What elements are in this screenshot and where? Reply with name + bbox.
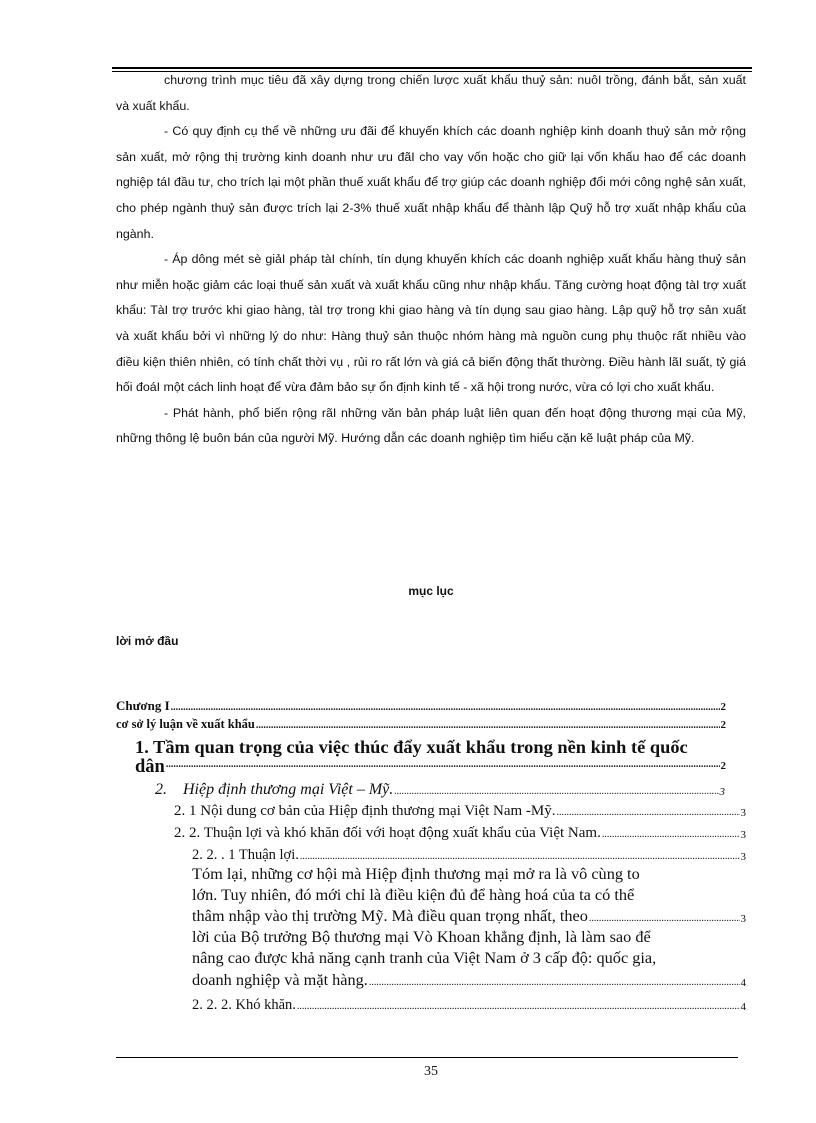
- toc-entry-label: doanh nghiệp và mặt hàng.: [192, 970, 368, 989]
- toc-paragraph-entry[interactable]: [192, 905, 746, 926]
- toc-leader: [394, 786, 718, 797]
- toc-paragraph-line: lời của Bộ trưởng Bộ thương mại Vò Khoan khẳng định, là làm sao để: [192, 927, 651, 946]
- toc-entry-label: cơ sở lý luận về xuất khẩu: [116, 717, 255, 731]
- toc-entry-label: 2. 2. Thuận lợi và khó khăn đối với hoạt động xuất khẩu của Việt Nam.: [174, 825, 601, 841]
- toc-page-number: 3: [740, 829, 746, 841]
- toc-page-number: 4: [740, 1001, 746, 1013]
- toc-entry-label: thâm nhập vào thị trường Mỹ. Mà điều quan trọng nhất, theo: [192, 906, 588, 925]
- table-of-contents-heading: mục lục: [408, 584, 454, 598]
- body-text: [116, 68, 746, 452]
- toc-entry-2-1[interactable]: [174, 801, 746, 820]
- toc-entry-2-2-1[interactable]: [192, 845, 746, 864]
- toc-leader: [171, 702, 720, 713]
- toc-entry-2-2-2[interactable]: [192, 994, 746, 1014]
- toc-page-number: 2: [720, 701, 726, 713]
- toc-paragraph-line: Tóm lại, những cơ hội mà Hiệp định thương mại mở ra là vô cùng to: [192, 864, 640, 883]
- toc-page-number: 3: [740, 913, 746, 925]
- toc-entry-label: dân: [135, 757, 165, 777]
- preface-heading: lời mở đầu: [116, 634, 179, 648]
- toc-page-number: 3: [740, 807, 746, 819]
- toc-leader: [300, 851, 740, 862]
- toc-page-number: 3: [719, 786, 725, 798]
- toc-entry-label: 2. 2. . 1 Thuận lợi.: [192, 847, 299, 863]
- toc-paragraph-entry[interactable]: [192, 969, 746, 990]
- toc-entry-1-line1[interactable]: 1. Tầm quan trọng của việc thúc đẩy xuất khẩu trong nền kinh tế quốc: [135, 737, 688, 757]
- toc-page-number: 3: [740, 851, 746, 863]
- toc-entry-theory[interactable]: [116, 715, 726, 732]
- toc-entry-label: Chương I: [116, 698, 170, 713]
- toc-entry-1-line2[interactable]: [135, 756, 726, 778]
- body-paragraph: - Có quy định cụ thể về những ưu đãi để khuyến khích các doanh nghiệp kinh doanh thuỷ sản mở rộng sản xuất, mở rộng thị trường kinh doanh như ưu đãI cho vay vốn hoặc cho giữ lại vốn khấu hao để các doanh nghiệp táI đầu tư, cho trích lại một phần thuế xuất khẩu để trợ giúp các doanh nghiệp đổi mới công nghệ sản xuất, cho phép ngành thuỷ sản được trích lại 2-3% thuế xuất nhập khẩu để thành lập Quỹ hỗ trợ xuất nhập khẩu của ngành.: [116, 124, 746, 241]
- toc-leader: [557, 807, 740, 818]
- toc-entry-label: 2. Hiệp định thương mại Việt – Mỹ.: [155, 781, 394, 798]
- toc-leader: [256, 720, 720, 731]
- toc-entry-label: 2. 1 Nội dung cơ bản của Hiệp định thương mại Việt Nam -Mỹ.: [174, 803, 556, 819]
- toc-page-number: 4: [740, 977, 746, 989]
- toc-page-number: 2: [720, 760, 726, 772]
- toc-paragraph-line: lớn. Tuy nhiên, đó mới chỉ là điều kiện đủ để hàng hoá của ta có thể: [192, 885, 635, 904]
- toc-entry-2[interactable]: [155, 779, 725, 799]
- page-number: 35: [424, 1064, 438, 1079]
- body-paragraph: chương trình mục tiêu đã xây dựng trong chiến lược xuất khẩu thuỷ sản: nuôI trồng, đánh bắt, sản xuất và xuất khẩu.: [116, 73, 746, 113]
- toc-leader: [602, 829, 740, 840]
- footer-rule: [116, 1057, 738, 1058]
- toc-leader: [166, 756, 720, 776]
- toc-paragraph-line: nâng cao được khả năng cạnh tranh của Việt Nam ở 3 cấp độ: quốc gia,: [192, 948, 657, 967]
- toc-leader: [297, 1001, 740, 1012]
- toc-entry-2-2[interactable]: [174, 823, 746, 842]
- toc-page-number: 2: [720, 719, 726, 731]
- body-paragraph: - Phát hành, phổ biến rộng rãI những văn bản pháp luật liên quan đến hoạt động thương mại của Mỹ, những thông lệ buôn bán của người Mỹ. Hướng dẫn các doanh nghiệp tìm hiểu cặn kẽ luật pháp của Mỹ.: [116, 405, 746, 446]
- toc-entry-label: 2. 2. 2. Khó khăn.: [192, 997, 296, 1013]
- toc-leader: [369, 977, 740, 988]
- toc-entry-chapter[interactable]: [116, 697, 726, 714]
- body-paragraph: - Áp dông mét sè giảI pháp tàI chính, tín dụng khuyến khích các doanh nghiệp xuất khẩu hàng thuỷ sản như miễn hoặc giảm các loại thuế sản xuất và xuất khẩu cũng như nhập khẩu. Tăng cường hoạt động tàI trợ xuất khẩu: TàI trợ trước khi giao hàng, tàI trợ trong khi giao hàng và tín dụng sau giao hàng. Lập quỹ hỗ trợ sản xuất và xuất khẩu bởi vì những lý do như: Hàng thuỷ sản thuộc nhóm hàng mà nguồn cung phụ thuộc rất nhiều vào điều kiện thiên nhiên, có tính chất thời vụ , rủi ro rất lớn và giá cả biến động thất thường. Điều hành lãI suất, tỷ giá hối đoáI một cách linh hoạt để vừa đảm bảo sự ổn định kinh tế - xã hội trong nước, vừa có lợi cho xuất khẩu.: [116, 252, 746, 395]
- toc-leader: [589, 913, 740, 924]
